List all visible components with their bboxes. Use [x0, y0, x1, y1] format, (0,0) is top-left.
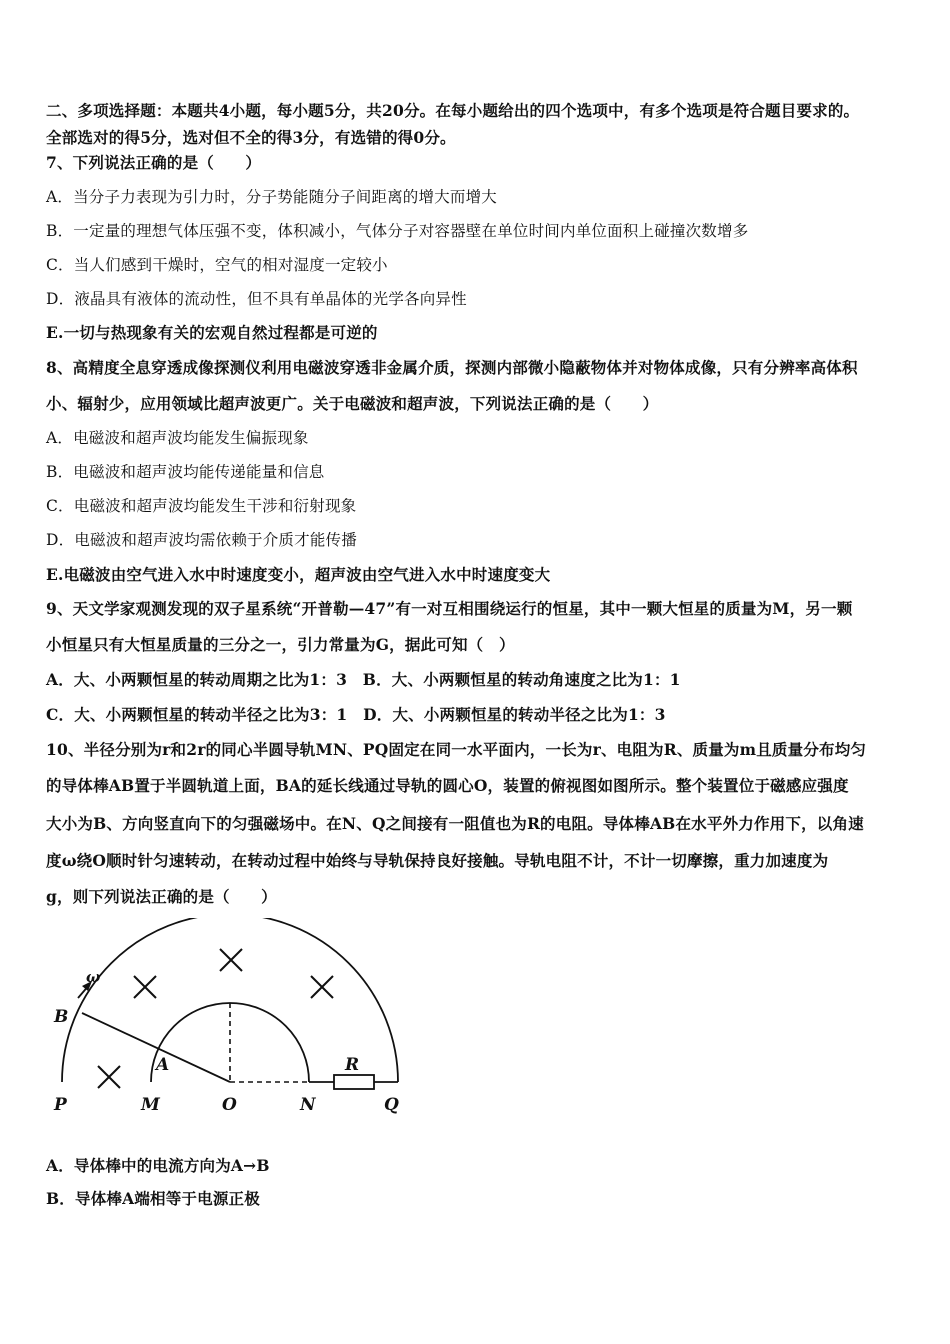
q8-stem-line-2: 小、辐射少，应用领域比超声波更广。关于电磁波和超声波，下列说法正确的是（ ）: [46, 394, 659, 413]
q8-stem-line-1: 8、高精度全息穿透成像探测仪利用电磁波穿透非金属介质，探测内部微小隐蔽物体并对物体成像，只有分辨率高体积: [46, 358, 858, 377]
section-header-line-1: 二、多项选择题：本题共4小题，每小题5分，共20分。在每小题给出的四个选项中，有多个选项是符合题目要求的。: [46, 101, 860, 120]
q10-stem-line-4: 度ω绕O顺时针匀速转动，在转动过程中始终与导轨保持良好接触。导轨电阻不计，不计一切摩擦，重力加速度为: [46, 851, 829, 870]
q10-stem-line-2: 的导体棒AB置于半圆轨道上面，BA的延长线通过导轨的圆心O，装置的俯视图如图所示。整个装置位于磁感应强度: [46, 776, 849, 795]
q7-option-d: D．液晶具有液体的流动性，但不具有单晶体的光学各向异性: [46, 290, 467, 308]
label-n: N: [300, 1095, 316, 1115]
q10-stem-line-3: 大小为B、方向竖直向下的匀强磁场中。在N、Q之间接有一阻值也为R的电阻。导体棒AB在水平外力作用下，以角速: [46, 814, 864, 833]
q8-option-a: A．电磁波和超声波均能发生偏振现象: [46, 429, 309, 447]
field-cross-icon-3: [311, 976, 333, 998]
label-o: O: [222, 1095, 237, 1115]
q7-option-e: E.一切与热现象有关的宏观自然过程都是可逆的: [46, 323, 378, 342]
q7-option-b: B．一定量的理想气体压强不变，体积减小，气体分子对容器壁在单位时间内单位面积上碰撞次数增多: [46, 222, 749, 240]
label-q: Q: [384, 1095, 399, 1115]
q10-diagram: [40, 918, 420, 1128]
q8-option-d: D．电磁波和超声波均需依赖于介质才能传播: [46, 531, 357, 549]
label-omega: ω: [86, 968, 101, 986]
section-header-line-2: 全部选对的得5分，选对但不全的得3分，有选错的得0分。: [46, 128, 456, 147]
label-p: P: [54, 1095, 67, 1115]
label-b: B: [54, 1007, 69, 1027]
q7-option-c: C．当人们感到干燥时，空气的相对湿度一定较小: [46, 256, 388, 274]
label-m: M: [141, 1095, 160, 1115]
q8-option-c: C．电磁波和超声波均能发生干涉和衍射现象: [46, 497, 357, 515]
q9-options-row-2: C．大、小两颗恒星的转动半径之比为3：1 D．大、小两颗恒星的转动半径之比为1：3: [46, 705, 666, 724]
q7-stem: 7、下列说法正确的是（ ）: [46, 153, 262, 172]
q9-stem-line-1: 9、天文学家观测发现的双子星系统“开普勒—47”有一对互相围绕运行的恒星，其中一颗大恒星的质量为M，另一颗: [46, 599, 853, 618]
q7-option-a: A．当分子力表现为引力时，分子势能随分子间距离的增大而增大: [46, 188, 497, 206]
field-cross-icon-1: [134, 976, 156, 998]
q8-option-e: E.电磁波由空气进入水中时速度变小，超声波由空气进入水中时速度变大: [46, 565, 551, 584]
resistor-r: [334, 1075, 374, 1089]
q10-option-a: A．导体棒中的电流方向为A→B: [46, 1156, 270, 1175]
q8-option-b: B．电磁波和超声波均能传递能量和信息: [46, 463, 325, 481]
q9-options-row-1: A．大、小两颗恒星的转动周期之比为1：3 B．大、小两颗恒星的转动角速度之比为1：1: [46, 670, 681, 689]
q10-option-b: B．导体棒A端相等于电源正极: [46, 1189, 260, 1208]
q9-stem-line-2: 小恒星只有大恒星质量的三分之一，引力常量为G，据此可知（ ）: [46, 635, 515, 654]
field-cross-icon-2: [220, 949, 242, 971]
field-cross-icon-4: [98, 1066, 120, 1088]
label-a: A: [156, 1055, 170, 1075]
q10-stem-line-5: g，则下列说法正确的是（ ）: [46, 887, 277, 906]
q10-stem-line-1: 10、半径分别为r和2r的同心半圆导轨MN、PQ固定在同一水平面内，一长为r、电阻为R、质量为m且质量分布均匀: [46, 740, 867, 759]
label-r: R: [345, 1055, 360, 1075]
